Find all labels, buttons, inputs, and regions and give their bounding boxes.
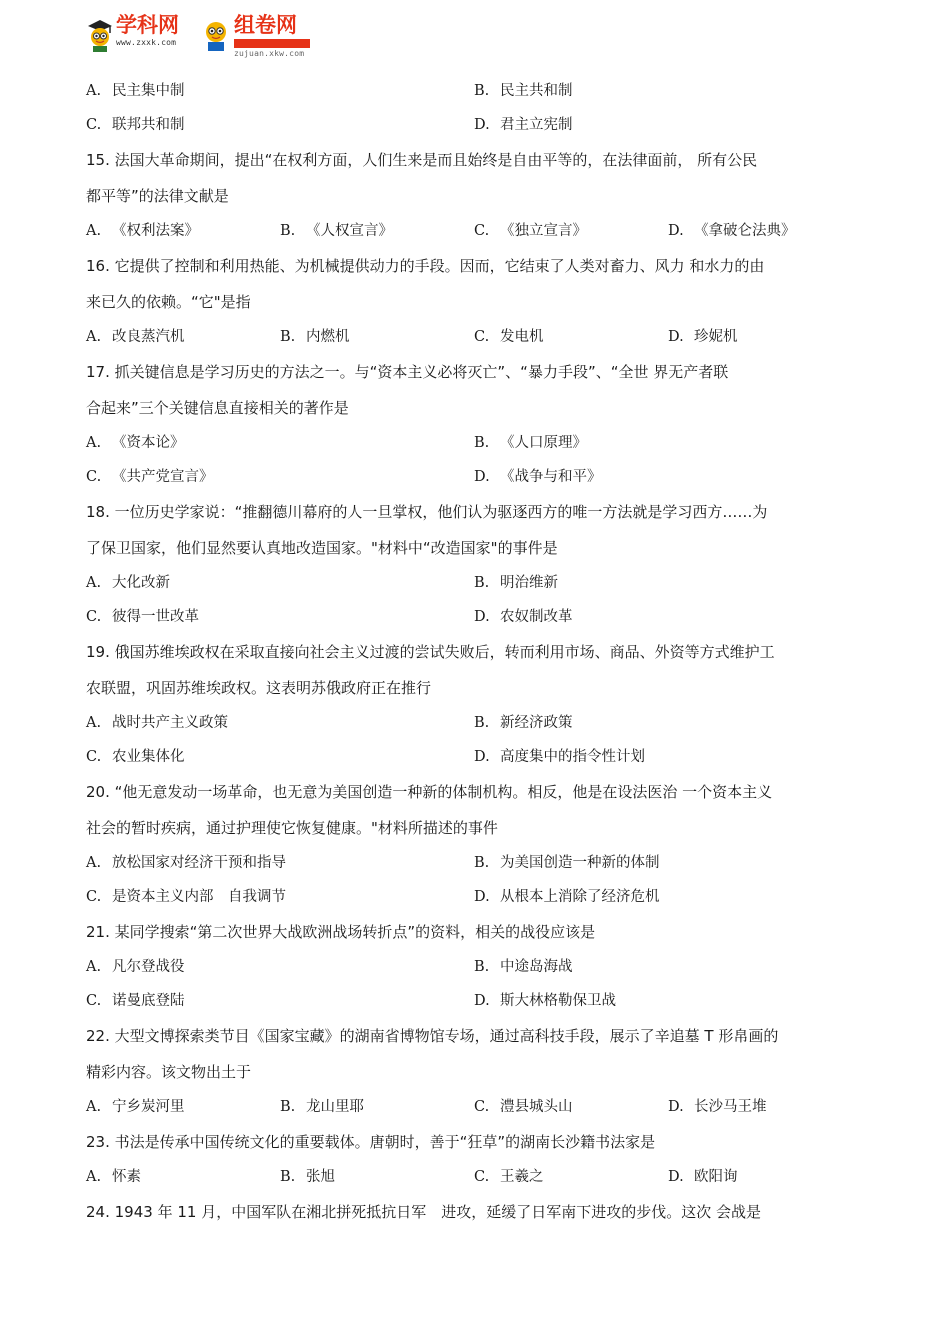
option-letter: C. [474, 1099, 490, 1115]
answer-option[interactable] [474, 950, 573, 984]
zujuan-logo[interactable] [202, 12, 312, 58]
option-text: 中途岛海战 [500, 959, 573, 975]
option-row [86, 600, 866, 634]
zujuan-logo-badge [234, 39, 310, 48]
zxxk-logo[interactable] [86, 12, 198, 54]
option-row [86, 108, 866, 142]
option-letter: B. [474, 855, 490, 871]
option-letter: A. [86, 855, 102, 871]
option-letter: A. [86, 959, 102, 975]
option-row [86, 984, 866, 1018]
option-text: 《权利法案》 [112, 223, 199, 239]
option-text: 战时共产主义政策 [112, 715, 228, 731]
option-text: 《战争与和平》 [500, 469, 602, 485]
option-letter: B. [474, 83, 490, 99]
option-row [86, 566, 866, 600]
question-text-line: 22. 大型文博探索类节目《国家宝藏》的湖南省博物馆专场，通过高科技手段，展示了辛追墓 T 形帛画的 [86, 1027, 779, 1045]
answer-option[interactable] [86, 426, 185, 460]
answer-option[interactable] [474, 880, 660, 914]
option-text: 珍妮机 [694, 329, 738, 345]
question-text-line: 16. 它提供了控制和利用热能、为机械提供动力的手段。因而，它结束了人类对畜力、风力 和水力的由 [86, 257, 765, 275]
option-text: 放松国家对经济干预和指导 [112, 855, 286, 871]
option-letter: C. [474, 223, 490, 239]
answer-option[interactable] [474, 984, 616, 1018]
answer-option[interactable] [668, 214, 796, 248]
option-text: 诺曼底登陆 [112, 993, 185, 1009]
option-row [86, 1160, 866, 1194]
option-letter: B. [280, 1169, 296, 1185]
option-row [86, 706, 866, 740]
option-letter: C. [86, 117, 102, 133]
option-text: 欧阳询 [694, 1169, 738, 1185]
option-letter: D. [474, 749, 490, 765]
answer-option[interactable] [668, 320, 738, 354]
option-letter: D. [474, 117, 490, 133]
option-text: 《拿破仑法典》 [694, 223, 796, 239]
option-row [86, 846, 866, 880]
question-text-line: 来已久的依赖。“它"是指 [86, 293, 251, 311]
option-text: 大化改新 [112, 575, 170, 591]
answer-option[interactable] [474, 740, 645, 774]
zujuan-logo-url: zujuan.xkw.com [234, 49, 305, 58]
option-letter: B. [280, 329, 296, 345]
option-letter: D. [474, 609, 490, 625]
option-letter: A. [86, 575, 102, 591]
option-row [86, 320, 866, 354]
option-text: 《人权宣言》 [306, 223, 393, 239]
question-text-line: 了保卫国家，他们显然要认真地改造国家。"材料中“改造国家"的事件是 [86, 539, 558, 557]
option-text: 明治维新 [500, 575, 558, 591]
option-letter: B. [474, 575, 490, 591]
option-letter: D. [668, 1169, 684, 1185]
option-text: 从根本上消除了经济危机 [500, 889, 660, 905]
answer-option[interactable] [280, 214, 393, 248]
option-letter: C. [86, 889, 102, 905]
question-text-line: 15. 法国大革命期间，提出“在权利方面，人们生来是而且始终是自由平等的，在法律面前， 所有公民 [86, 151, 758, 169]
answer-option[interactable] [474, 566, 558, 600]
option-text: 《共产党宣言》 [112, 469, 214, 485]
option-letter: A. [86, 83, 102, 99]
question-text-line: 19. 俄国苏维埃政权在采取直接向社会主义过渡的尝试失败后，转而利用市场、商品、外资等方式维护工 [86, 643, 775, 661]
option-letter: D. [474, 889, 490, 905]
option-text: 怀素 [112, 1169, 141, 1185]
page-header [86, 12, 326, 58]
option-text: 新经济政策 [500, 715, 573, 731]
answer-option[interactable] [474, 1090, 573, 1124]
option-text: 农奴制改革 [500, 609, 573, 625]
answer-option[interactable] [280, 320, 350, 354]
question-text-line: 23. 书法是传承中国传统文化的重要载体。唐朝时，善于“狂草”的湖南长沙籍书法家是 [86, 1133, 656, 1151]
answer-option[interactable] [86, 214, 199, 248]
option-letter: A. [86, 329, 102, 345]
option-text: 彼得一世改革 [112, 609, 199, 625]
option-row [86, 740, 866, 774]
option-letter: A. [86, 435, 102, 451]
option-row [86, 950, 866, 984]
option-letter: C. [86, 609, 102, 625]
option-text: 民主集中制 [112, 83, 185, 99]
option-text: 《独立宣言》 [500, 223, 587, 239]
mascot-icon [202, 18, 230, 52]
answer-option[interactable] [474, 460, 602, 494]
option-text: 改良蒸汽机 [112, 329, 185, 345]
option-text: 为美国创造一种新的体制 [500, 855, 660, 871]
option-row [86, 74, 866, 108]
answer-option[interactable] [668, 1090, 767, 1124]
answer-option[interactable] [86, 880, 286, 914]
option-text: 高度集中的指令性计划 [500, 749, 645, 765]
option-text: 《人口原理》 [500, 435, 587, 451]
zujuan-logo-text: 组卷网 [234, 13, 297, 37]
answer-option[interactable] [86, 460, 214, 494]
option-row [86, 214, 866, 248]
answer-option[interactable] [86, 566, 170, 600]
exam-questions [86, 74, 866, 1230]
option-letter: C. [474, 329, 490, 345]
option-row [86, 880, 866, 914]
option-text: 君主立宪制 [500, 117, 573, 133]
mascot-icon [86, 18, 114, 52]
option-letter: A. [86, 1169, 102, 1185]
option-text: 农业集体化 [112, 749, 185, 765]
option-text: 是资本主义内部 自我调节 [112, 889, 286, 905]
answer-option[interactable] [474, 846, 660, 880]
option-text: 联邦共和制 [112, 117, 185, 133]
zxxk-logo-url: www.zxxk.com [116, 38, 177, 47]
answer-option[interactable] [474, 600, 573, 634]
answer-option[interactable] [86, 1160, 141, 1194]
option-text: 民主共和制 [500, 83, 573, 99]
option-letter: B. [474, 715, 490, 731]
answer-option[interactable] [474, 1160, 544, 1194]
answer-option[interactable] [86, 1090, 185, 1124]
option-letter: C. [86, 993, 102, 1009]
question-text-line: 18. 一位历史学家说：“推翻德川幕府的人一旦掌权，他们认为驱逐西方的唯一方法就是学习西方……为 [86, 503, 768, 521]
option-text: 发电机 [500, 329, 544, 345]
option-text: 龙山里耶 [306, 1099, 364, 1115]
answer-option[interactable] [86, 74, 185, 108]
answer-option[interactable] [86, 950, 185, 984]
answer-option[interactable] [86, 984, 185, 1018]
option-row [86, 426, 866, 460]
option-text: 《资本论》 [112, 435, 185, 451]
answer-option[interactable] [86, 706, 228, 740]
answer-option[interactable] [668, 1160, 738, 1194]
answer-option[interactable] [86, 600, 199, 634]
question-text-line: 17. 抓关键信息是学习历史的方法之一。与“资本主义必将灭亡”、“暴力手段”、“全世 界无产者联 [86, 363, 729, 381]
option-text: 王羲之 [500, 1169, 544, 1185]
answer-option[interactable] [474, 426, 587, 460]
option-text: 凡尔登战役 [112, 959, 185, 975]
question-text-line: 合起来”三个关键信息直接相关的著作是 [86, 399, 349, 417]
question-text-line: 农联盟，巩固苏维埃政权。这表明苏俄政府正在推行 [86, 679, 432, 697]
question-text-line: 21. 某同学搜索“第二次世界大战欧洲战场转折点”的资料，相关的战役应该是 [86, 923, 596, 941]
option-text: 斯大林格勒保卫战 [500, 993, 616, 1009]
option-row [86, 1090, 866, 1124]
answer-option[interactable] [474, 74, 573, 108]
question-text-line: 社会的暂时疾病，通过护理使它恢复健康。"材料所描述的事件 [86, 819, 498, 837]
option-text: 长沙马王堆 [694, 1099, 767, 1115]
option-letter: D. [474, 469, 490, 485]
option-text: 澧县城头山 [500, 1099, 573, 1115]
option-letter: A. [86, 223, 102, 239]
answer-option[interactable] [280, 1160, 335, 1194]
question-text-line: 都平等”的法律文献是 [86, 187, 229, 205]
option-letter: D. [668, 329, 684, 345]
answer-option[interactable] [86, 108, 185, 142]
answer-option[interactable] [86, 320, 185, 354]
option-letter: A. [86, 715, 102, 731]
option-letter: C. [86, 749, 102, 765]
question-text-line: 24. 1943 年 11 月，中国军队在湘北拼死抵抗日军 进攻，延缓了日军南下进攻的步伐。这次 会战是 [86, 1203, 761, 1221]
zxxk-logo-text: 学科网 [116, 13, 179, 37]
option-letter: B. [280, 223, 296, 239]
option-letter: B. [474, 435, 490, 451]
option-letter: D. [668, 223, 684, 239]
option-text: 宁乡炭河里 [112, 1099, 185, 1115]
question-text-line: 精彩内容。该文物出土于 [86, 1063, 252, 1081]
answer-option[interactable] [86, 740, 185, 774]
option-letter: B. [280, 1099, 296, 1115]
answer-option[interactable] [474, 320, 544, 354]
option-letter: C. [474, 1169, 490, 1185]
question-text-line: 20. “他无意发动一场革命，也无意为美国创造一种新的体制机构。相反，他是在设法医治 一个资本主义 [86, 783, 773, 801]
answer-option[interactable] [86, 846, 286, 880]
option-letter: A. [86, 1099, 102, 1115]
option-letter: D. [474, 993, 490, 1009]
option-row [86, 460, 866, 494]
answer-option[interactable] [280, 1090, 364, 1124]
option-text: 张旭 [306, 1169, 335, 1185]
option-letter: D. [668, 1099, 684, 1115]
answer-option[interactable] [474, 706, 573, 740]
option-text: 内燃机 [306, 329, 350, 345]
answer-option[interactable] [474, 214, 587, 248]
answer-option[interactable] [474, 108, 573, 142]
option-letter: C. [86, 469, 102, 485]
option-letter: B. [474, 959, 490, 975]
